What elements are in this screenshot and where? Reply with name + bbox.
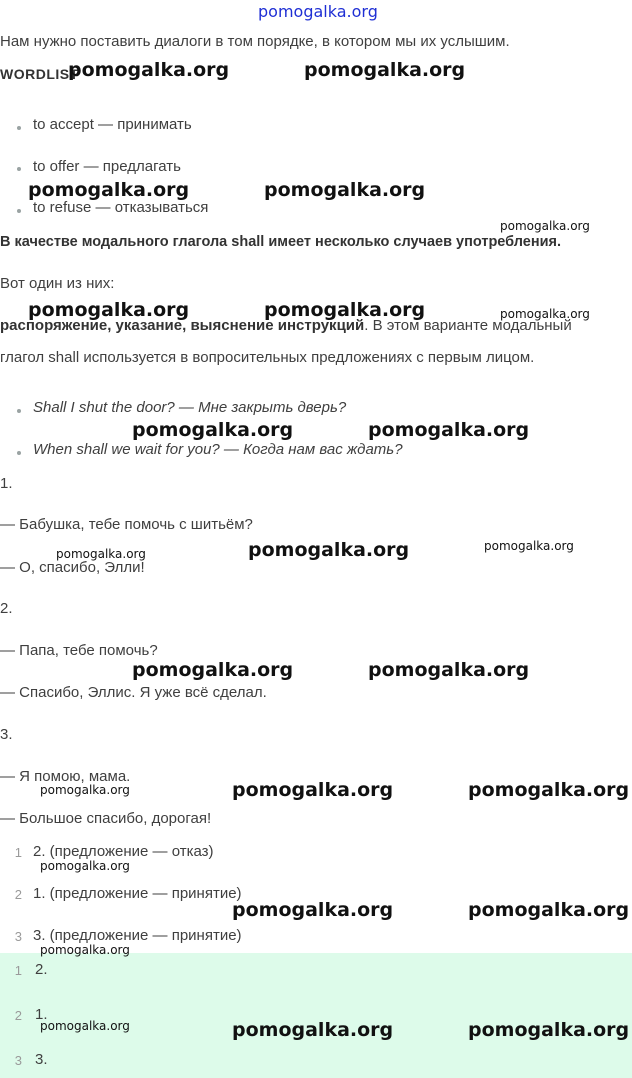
usage-rest: . В этом варианте модальный — [364, 317, 572, 334]
example-item: When shall we wait for you? — Когда нам вас ждать? — [33, 441, 403, 458]
watermark-top: pomogalka.org — [258, 2, 378, 21]
watermark: pomogalka.org — [468, 899, 630, 921]
watermark: pomogalka.org — [40, 1019, 130, 1033]
row-number: 3 — [14, 929, 22, 944]
watermark: pomogalka.org — [232, 779, 394, 801]
dialogue-line: — Папа, тебе помочь? — [0, 642, 158, 659]
watermark: pomogalka.org — [468, 1019, 630, 1041]
wordlist-item: to refuse — отказываться — [33, 199, 209, 216]
final-answer-block — [0, 953, 632, 1078]
watermark: pomogalka.org — [56, 547, 146, 561]
bullet-icon — [17, 451, 21, 455]
dialogue-line: — Большое спасибо, дорогая! — [0, 810, 212, 827]
watermark: pomogalka.org — [68, 59, 230, 81]
row-number: 3 — [14, 1053, 22, 1068]
wordlist-item: to offer — предлагать — [33, 158, 181, 175]
watermark: pomogalka.org — [232, 1019, 394, 1041]
final-answer: 3. — [35, 1051, 48, 1068]
bullet-icon — [17, 209, 21, 213]
row-number: 2 — [14, 887, 22, 902]
dialogue-line: — Я помою, мама. — [0, 768, 131, 785]
watermark: pomogalka.org — [40, 783, 130, 797]
bullet-icon — [17, 126, 21, 130]
one-of-them-text: Вот один из них: — [0, 275, 115, 292]
row-number: 1 — [14, 963, 22, 978]
watermark: pomogalka.org — [264, 299, 426, 321]
watermark: pomogalka.org — [484, 539, 574, 553]
dialogue-line: — О, спасибо, Элли! — [0, 559, 145, 576]
watermark: pomogalka.org — [248, 539, 410, 561]
dialogue-number: 2. — [0, 600, 13, 617]
watermark: pomogalka.org — [28, 179, 190, 201]
wordlist-label: WORDLIST — [0, 66, 79, 82]
watermark: pomogalka.org — [468, 779, 630, 801]
dialogue-line: — Спасибо, Эллис. Я уже всё сделал. — [0, 684, 267, 701]
watermark: pomogalka.org — [40, 859, 130, 873]
watermark: pomogalka.org — [368, 659, 530, 681]
usage-line-2: глагол shall используется в вопросительных предложениях с первым лицом. — [0, 349, 535, 366]
dialogue-number: 3. — [0, 726, 13, 743]
watermark: pomogalka.org — [132, 659, 294, 681]
bullet-icon — [17, 167, 21, 171]
dialogue-line: — Бабушка, тебе помочь с шитьём? — [0, 516, 253, 533]
bullet-icon — [17, 409, 21, 413]
wordlist-item: to accept — принимать — [33, 116, 192, 133]
usage-bold: распоряжение, указание, выяснение инструкций — [0, 317, 365, 334]
shall-heading: В качестве модального глагола shall имеет несколько случаев употребления. — [0, 234, 562, 250]
watermark: pomogalka.org — [368, 419, 530, 441]
watermark: pomogalka.org — [232, 899, 394, 921]
answer-row: 2. (предложение — отказ) — [33, 843, 214, 860]
watermark: pomogalka.org — [132, 419, 294, 441]
answer-row: 1. (предложение — принятие) — [33, 885, 242, 902]
answer-row: 3. (предложение — принятие) — [33, 927, 242, 944]
watermark: pomogalka.org — [28, 299, 190, 321]
watermark: pomogalka.org — [264, 179, 426, 201]
watermark: pomogalka.org — [304, 59, 466, 81]
intro-text: Нам нужно поставить диалоги в том порядке, в котором мы их услышим. — [0, 33, 510, 50]
watermark: pomogalka.org — [500, 219, 590, 233]
row-number: 1 — [14, 845, 22, 860]
dialogue-number: 1. — [0, 475, 13, 492]
final-answer: 2. — [35, 961, 48, 978]
example-item: Shall I shut the door? — Мне закрыть дверь? — [33, 399, 347, 416]
final-answer: 1. — [35, 1006, 48, 1023]
row-number: 2 — [14, 1008, 22, 1023]
watermark: pomogalka.org — [500, 307, 590, 321]
watermark: pomogalka.org — [40, 943, 130, 957]
